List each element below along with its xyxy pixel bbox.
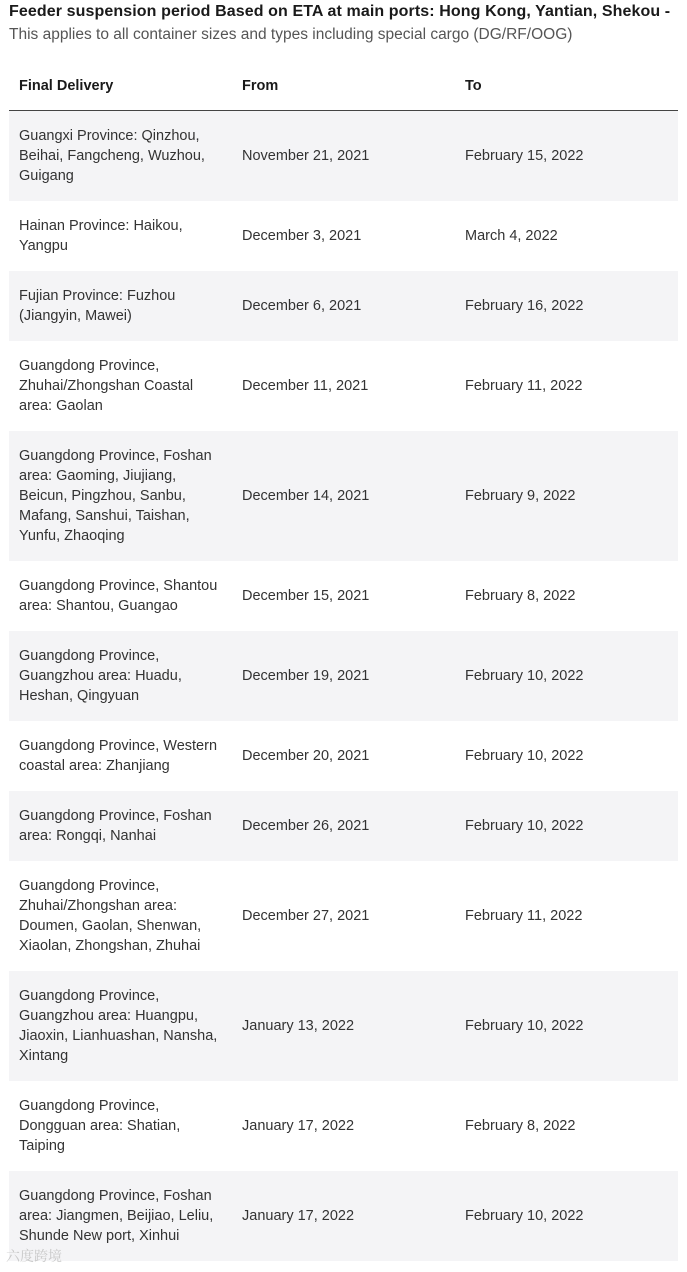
table-row: [9, 111, 678, 201]
cell-from: December 20, 2021: [232, 721, 455, 791]
table-row: [9, 431, 678, 561]
table-row: [9, 971, 678, 1081]
cell-from: December 15, 2021: [232, 561, 455, 631]
table-row: [9, 561, 678, 631]
cell-from: December 14, 2021: [232, 431, 455, 561]
watermark: 六度跨境: [6, 1248, 62, 1264]
cell-from: December 3, 2021: [232, 201, 455, 271]
table-row: [9, 791, 678, 861]
cell-final-delivery: Guangdong Province, Zhuhai/Zhongshan Coastal area: Gaolan: [9, 341, 232, 431]
cell-from: January 17, 2022: [232, 1081, 455, 1171]
cell-to: February 16, 2022: [455, 271, 678, 341]
column-header-from: From: [232, 62, 455, 111]
cell-to: February 8, 2022: [455, 561, 678, 631]
column-header-final-delivery: Final Delivery: [9, 62, 232, 111]
cell-final-delivery: Guangxi Province: Qinzhou, Beihai, Fangcheng, Wuzhou, Guigang: [9, 111, 232, 201]
cell-final-delivery: Guangdong Province, Shantou area: Shantou, Guangao: [9, 561, 232, 631]
cell-from: January 13, 2022: [232, 971, 455, 1081]
cell-final-delivery: Guangdong Province, Guangzhou area: Huangpu, Jiaoxin, Lianhuashan, Nansha, Xintang: [9, 971, 232, 1081]
cell-final-delivery: Guangdong Province, Foshan area: Jiangmen, Beijiao, Leliu, Shunde New port, Xinhui: [9, 1171, 232, 1261]
table-row: [9, 271, 678, 341]
cell-to: February 10, 2022: [455, 631, 678, 721]
cell-from: December 11, 2021: [232, 341, 455, 431]
cell-to: February 15, 2022: [455, 111, 678, 201]
cell-to: February 11, 2022: [455, 341, 678, 431]
cell-to: February 10, 2022: [455, 721, 678, 791]
feeder-suspension-table: [9, 62, 678, 1261]
cell-from: December 6, 2021: [232, 271, 455, 341]
table-row: [9, 721, 678, 791]
cell-from: November 21, 2021: [232, 111, 455, 201]
cell-to: February 10, 2022: [455, 971, 678, 1081]
cell-from: December 27, 2021: [232, 861, 455, 971]
page-title: Feeder suspension period Based on ETA at main ports: Hong Kong, Yantian, Shekou -: [9, 3, 671, 20]
cell-from: January 17, 2022: [232, 1171, 455, 1261]
cell-final-delivery: Fujian Province: Fuzhou (Jiangyin, Mawei): [9, 271, 232, 341]
cell-final-delivery: Hainan Province: Haikou, Yangpu: [9, 201, 232, 271]
cell-from: December 19, 2021: [232, 631, 455, 721]
cell-final-delivery: Guangdong Province, Foshan area: Rongqi, Nanhai: [9, 791, 232, 861]
cell-final-delivery: Guangdong Province, Western coastal area: Zhanjiang: [9, 721, 232, 791]
cell-final-delivery: Guangdong Province, Dongguan area: Shatian, Taiping: [9, 1081, 232, 1171]
table-row: [9, 861, 678, 971]
cell-final-delivery: Guangdong Province, Foshan area: Gaoming, Jiujiang, Beicun, Pingzhou, Sanbu, Mafang, Sanshui, Taishan, Yunfu, Zhaoqing: [9, 431, 232, 561]
cell-to: February 8, 2022: [455, 1081, 678, 1171]
cell-to: February 11, 2022: [455, 861, 678, 971]
page-subtitle: This applies to all container sizes and types including special cargo (DG/RF/OOG): [9, 26, 573, 43]
table-row: [9, 1171, 678, 1261]
table-row: [9, 631, 678, 721]
cell-final-delivery: Guangdong Province, Zhuhai/Zhongshan area: Doumen, Gaolan, Shenwan, Xiaolan, Zhongshan, Zhuhai: [9, 861, 232, 971]
cell-to: March 4, 2022: [455, 201, 678, 271]
column-header-to: To: [455, 62, 678, 111]
cell-to: February 9, 2022: [455, 431, 678, 561]
table-row: [9, 341, 678, 431]
table-row: [9, 201, 678, 271]
cell-to: February 10, 2022: [455, 1171, 678, 1261]
cell-final-delivery: Guangdong Province, Guangzhou area: Huadu, Heshan, Qingyuan: [9, 631, 232, 721]
cell-from: December 26, 2021: [232, 791, 455, 861]
table-row: [9, 1081, 678, 1171]
table-header-row: [9, 62, 678, 111]
cell-to: February 10, 2022: [455, 791, 678, 861]
